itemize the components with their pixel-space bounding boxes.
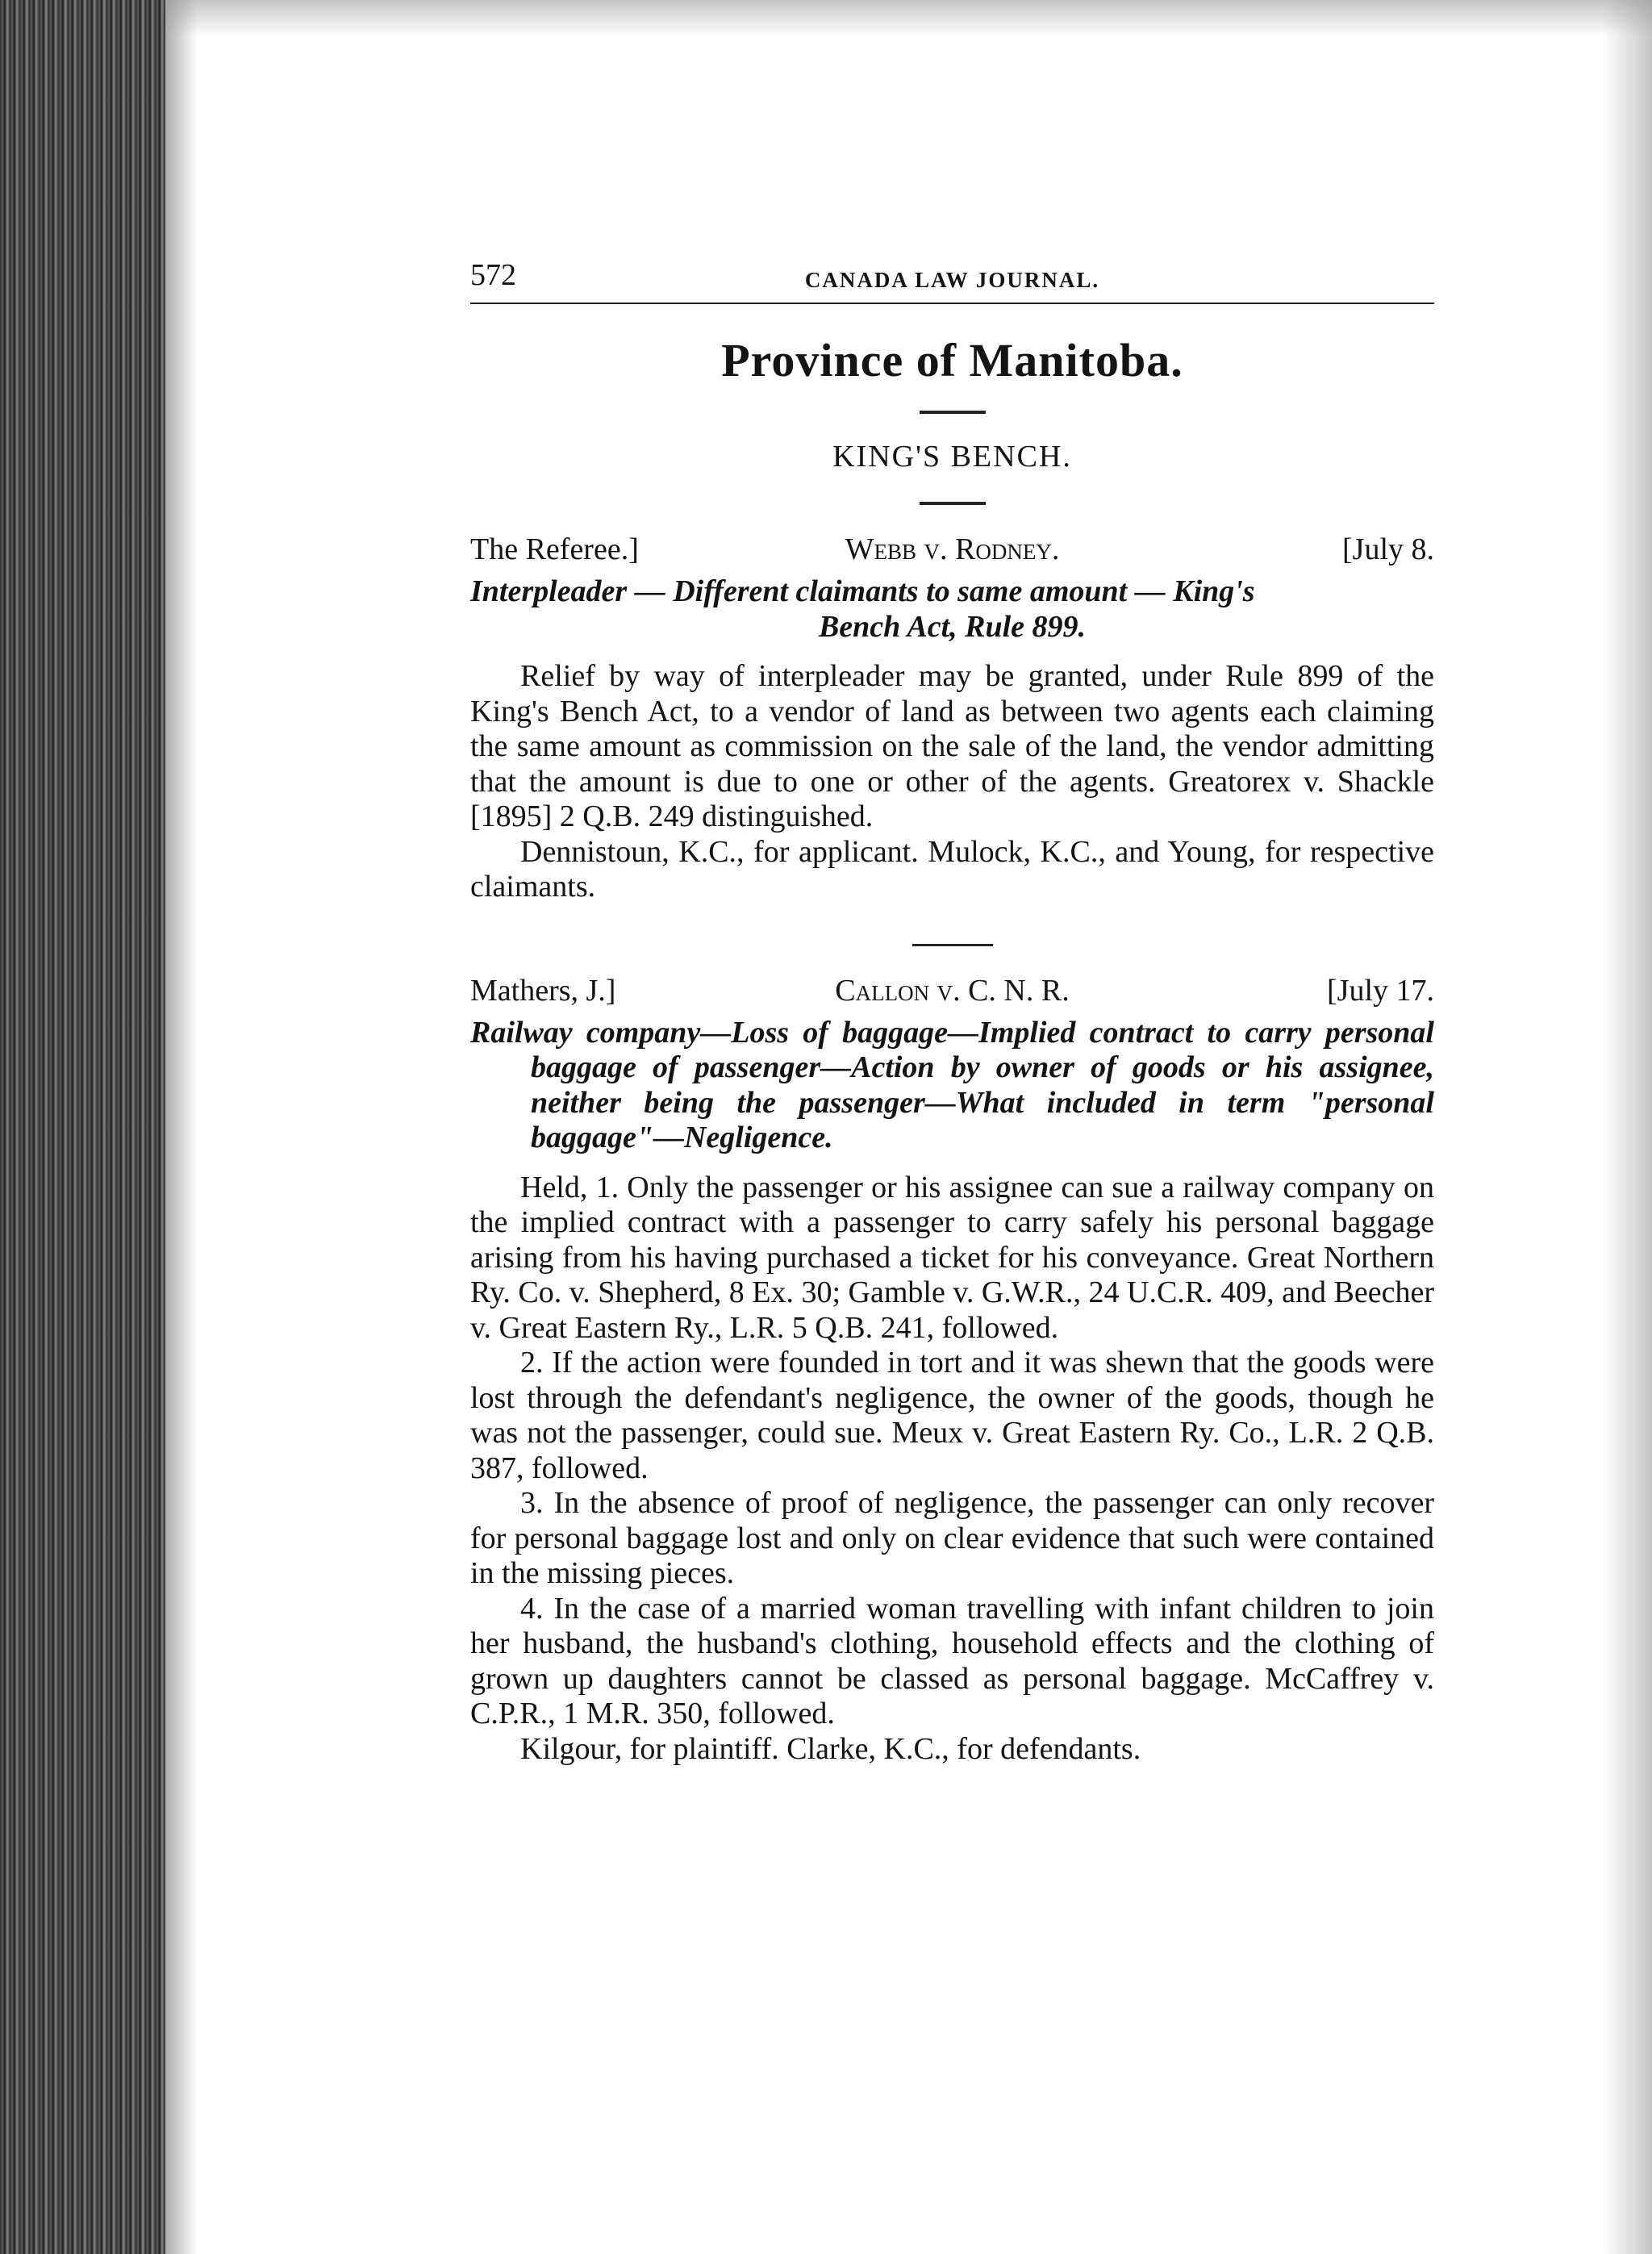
journal-page [470, 258, 1434, 1767]
case-1-date: [July 8. [1342, 532, 1434, 566]
case-1-counsel: Dennistoun, K.C., for applicant. Mulock, K.C., and Young, for respective claimants. [470, 834, 1434, 904]
case-1-officer: The Referee.] [470, 532, 639, 566]
case-2-date: [July 17. [1327, 973, 1434, 1008]
case-1-headnote-line-1: Interpleader — Different claimants to same amount — King's [470, 574, 1255, 608]
case-2-officer: Mathers, J.] [470, 973, 616, 1008]
case-2-held-3: 3. In the absence of proof of negligence, the passenger can only recover for personal baggage lost and only on clear evidence that such were contained in the missing pieces. [470, 1486, 1434, 1590]
case-2-parties: Callon v. C. N. R. [835, 973, 1070, 1008]
case-2-counsel: Kilgour, for plaintiff. Clarke, K.C., for defendants. [520, 1731, 1141, 1766]
running-head [470, 258, 1434, 303]
section-title: Province of Manitoba. [721, 334, 1183, 386]
case-2-held-4: 4. In the case of a married woman travelling with infant children to join her husband, the husband's clothing, household effects and the clothing of grown up daughters cannot be classed as personal baggage. McCaffrey v. C.P.R., 1 M.R. 350, followed. [470, 1591, 1434, 1730]
case-1-citation [470, 532, 1434, 571]
court-divider [920, 502, 986, 505]
header-rule [470, 303, 1434, 304]
section-divider [920, 411, 986, 414]
journal-title: CANADA LAW JOURNAL. [804, 268, 1100, 292]
case-1-parties: Webb v. Rodney. [845, 532, 1060, 566]
scan-right-shadow [1604, 0, 1652, 2254]
scan-top-shadow [165, 0, 1652, 36]
case-2-held-2: 2. If the action were founded in tort and it was shewn that the goods were lost through the defendant's negligence, the owner of the goods, though he was not the passenger, could sue. Meux v. Great Eastern Ry. Co., L.R. 2 Q.B. 387, followed. [470, 1346, 1434, 1485]
case-2-held-1: Held, 1. Only the passenger or his assignee can sue a railway company on the implied contract with a passenger to carry safely his personal baggage arising from his having purchased a ticket for his conveyance. Great Northern Ry. Co. v. Shepherd, 8 Ex. 30; Gamble v. G.W.R., 24 U.C.R. 409, and Beecher v. Great Eastern Ry., L.R. 5 Q.B. 241, followed. [470, 1170, 1434, 1345]
page-number: 572 [470, 258, 516, 292]
case-1-headnote-line-2: Bench Act, Rule 899. [818, 609, 1087, 644]
case-divider [912, 944, 993, 946]
case-2-citation [470, 974, 1434, 1012]
case-2-headnote: Railway company—Loss of baggage—Implied contract to carry personal baggage of passenger—Action by owner of goods or his assignee, neither being the passenger—What included in term "personal baggage"—Negligence. [470, 1015, 1434, 1154]
book-binding-shadow [0, 0, 165, 2254]
case-1-holding: Relief by way of interpleader may be granted, under Rule 899 of the King's Bench Act, to a vendor of land as between two agents each claiming the same amount as commission on the sale of the land, the vendor admitting that the amount is due to one or other of the agents. Greatorex v. Shackle [1895] 2 Q.B. 249 distinguished. [470, 659, 1434, 833]
case-1-headnote [470, 574, 1434, 645]
court-heading: KING'S BENCH. [832, 439, 1072, 474]
